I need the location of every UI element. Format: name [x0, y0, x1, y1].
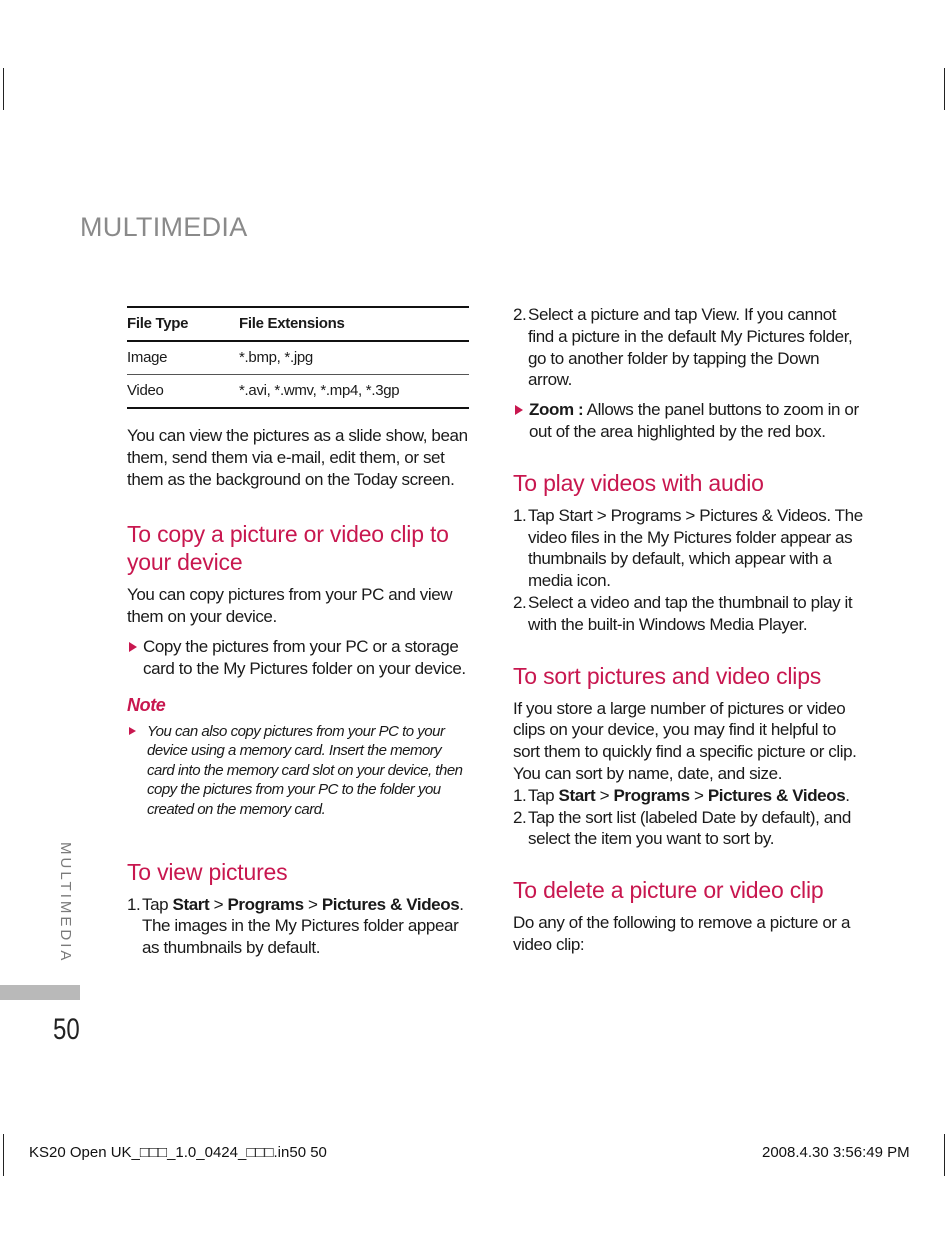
view-step-1	[127, 894, 472, 959]
menu-pictures-videos: Pictures & Videos	[707, 785, 846, 805]
step-number: 1.	[513, 505, 527, 525]
view-pictures-heading: To view pictures	[127, 858, 288, 885]
menu-separator: >	[595, 785, 614, 805]
copy-paragraph: You can copy pictures from your PC and view them on your device.	[127, 585, 453, 627]
menu-separator: >	[209, 894, 228, 914]
menu-start: Start	[558, 785, 596, 805]
table-row	[127, 375, 469, 409]
file-type-table	[127, 306, 469, 409]
step-text: .	[845, 785, 850, 805]
view-step-2	[513, 304, 865, 391]
table-header-cell: File Type	[127, 315, 189, 333]
menu-programs: Programs	[613, 785, 690, 805]
play-step-2	[513, 592, 865, 636]
step-text: Tap Start > Programs > Pictures & Videos. The video files in the My Pictures folder appear as thumbnails by default, which appear with a media icon.	[528, 505, 863, 591]
step-text: Tap	[142, 894, 173, 914]
step-text: Tap the sort list (labeled Date by default), and select the item you want to sort by.	[528, 807, 851, 849]
print-footer-timestamp: 2008.4.30 3:56:49 PM	[762, 1144, 910, 1161]
sort-heading: To sort pictures and video clips	[513, 662, 822, 689]
menu-start: Start	[172, 894, 210, 914]
step-number: 1.	[513, 785, 527, 805]
crop-mark-top-right	[944, 68, 945, 110]
crop-mark-bottom-right	[944, 1134, 945, 1176]
step-number: 2.	[513, 592, 527, 612]
copy-bullet-text: Copy the pictures from your PC or a storage card to the My Pictures folder on your device.	[143, 636, 466, 678]
table-header-row	[127, 307, 469, 341]
crop-mark-bottom-left	[3, 1134, 4, 1176]
delete-paragraph: Do any of the following to remove a picture or a video clip:	[513, 913, 851, 954]
print-footer-filename: KS20 Open UK_□□□_1.0_0424_□□□.in50 50	[29, 1144, 327, 1161]
intro-paragraph: You can view the pictures as a slide show, bean them, send them via e-mail, edit them, or set them as the background on the Today screen.	[127, 426, 468, 489]
crop-mark-top-left	[3, 68, 4, 110]
note-item	[127, 722, 472, 820]
note-title: Note	[127, 694, 166, 715]
zoom-bullet	[513, 399, 865, 443]
zoom-text: Allows the panel buttons to zoom in or out of the area highlighted by the red box.	[529, 400, 859, 441]
menu-pictures-videos: Pictures & Videos	[321, 894, 460, 914]
step-number: 2.	[513, 305, 527, 324]
page-number: 50	[53, 1013, 80, 1046]
zoom-label: Zoom :	[529, 400, 584, 420]
left-column	[127, 306, 472, 959]
sort-step-2	[513, 807, 865, 851]
right-column	[513, 304, 865, 956]
table-cell: Video	[127, 382, 164, 400]
table-header-cell: File Extensions	[239, 315, 345, 333]
step-number: 2.	[513, 807, 527, 827]
step-text: Select a picture and tap View. If you cannot find a picture in the default My Pictures folder, go to another folder by tapping the Down arrow.	[528, 305, 853, 390]
delete-heading: To delete a picture or video clip	[513, 877, 824, 904]
table-row	[127, 341, 469, 375]
sort-paragraph: If you store a large number of pictures or video clips on your device, you may find it helpful to sort them to quickly find a specific picture or clip. You can sort by name, date, and size.	[513, 698, 857, 783]
note-text: You can also copy pictures from your PC to your device using a memory card. Insert the memory card into the memory card slot on your device, then copy the pictures from your PC to the folder you created on the memory card.	[147, 722, 463, 818]
step-text: . The images in the My Pictures folder appear as thumbnails by default.	[142, 894, 464, 958]
menu-separator: >	[303, 894, 322, 914]
side-section-label: MULTIMEDIA	[57, 842, 74, 964]
copy-heading: To copy a picture or video clip to your device	[127, 521, 449, 576]
copy-bullet	[127, 636, 472, 680]
play-step-1	[513, 505, 865, 592]
menu-programs: Programs	[227, 894, 304, 914]
table-cell: *.avi, *.wmv, *.mp4, *.3gp	[239, 382, 400, 400]
table-cell: Image	[127, 349, 168, 367]
menu-separator: >	[689, 785, 708, 805]
step-text: Tap	[528, 785, 559, 805]
sort-step-1	[513, 785, 865, 807]
section-title: MULTIMEDIA	[80, 212, 248, 242]
step-number: 1.	[127, 894, 141, 914]
side-tab-bar	[0, 985, 80, 1000]
table-cell: *.bmp, *.jpg	[239, 349, 313, 367]
step-text: Select a video and tap the thumbnail to play it with the built-in Windows Media Player.	[528, 592, 853, 634]
play-videos-heading: To play videos with audio	[513, 469, 764, 496]
